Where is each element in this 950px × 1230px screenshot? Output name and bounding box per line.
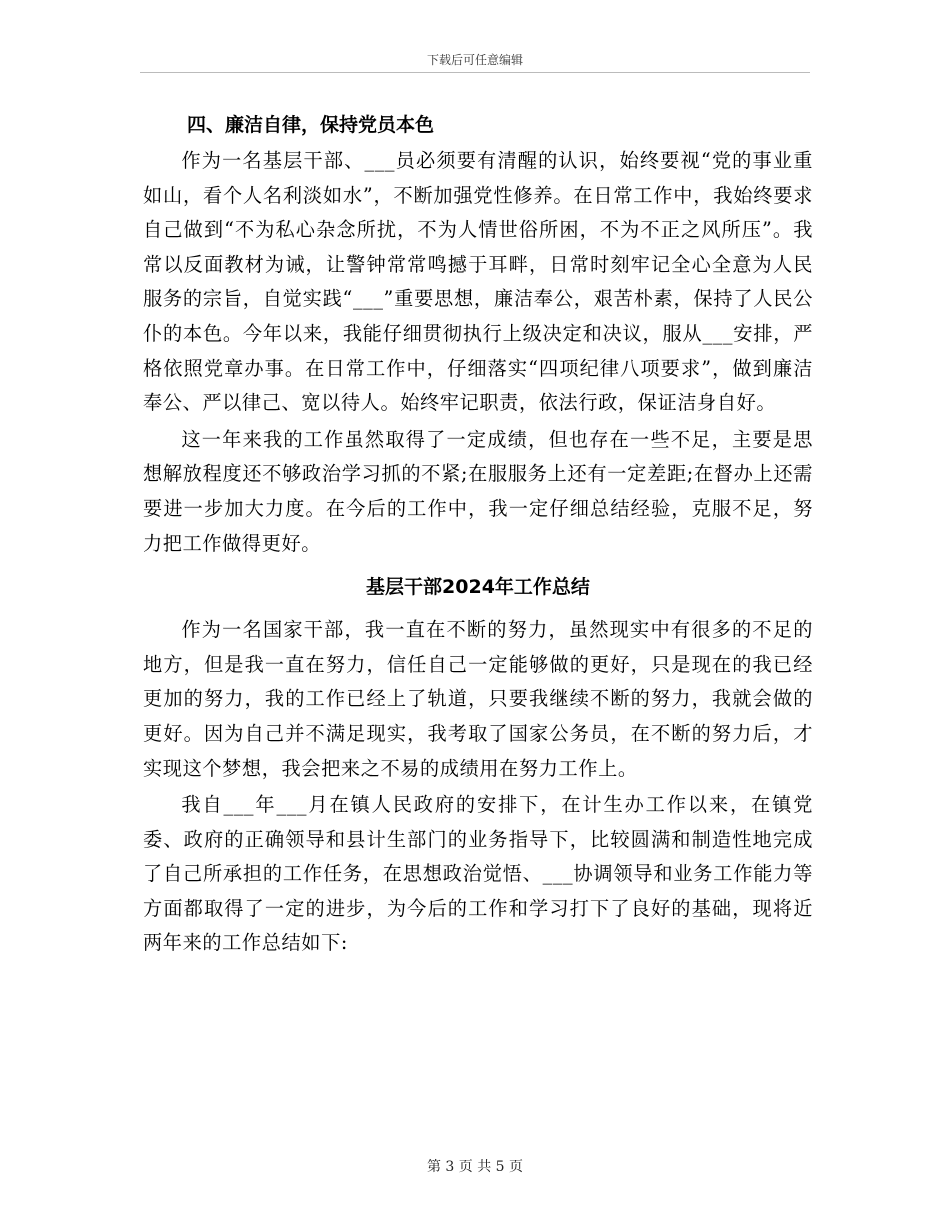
section-paragraph: 这一年来我的工作虽然取得了一定成绩，但也存在一些不足，主要是思想解放程度还不够政治学习抓的不紧;在服服务上还有一定差距;在督办上还需要进一步加大力度。在今后的工作中，我一定仔细总结经验，克服不足，努力把工作做得更好。 (143, 427, 813, 555)
page-content (143, 106, 813, 961)
page-number: 第 3 页 共 5 页 (426, 1159, 524, 1175)
header-divider (140, 72, 810, 73)
section-paragraph: 作为一名基层干部、___员必须要有清醒的认识，始终要视“党的事业重如山，看个人名利淡如水”，不断加强党性修养。在日常工作中，我始终要求自己做到“不为私心杂念所扰，不为人情世俗所困，不为不正之风所压”。我常以反面教材为诫，让警钟常常鸣撼于耳畔，日常时刻牢记全心全意为人民服务的宗旨，自觉实践“___”重要思想，廉洁奉公，艰苦朴素，保持了人民公仆的本色。今年以来，我能仔细贯彻执行上级决定和决议，服从___安排，严格依照党章办事。在日常工作中，仔细落实“四项纪律八项要求”，做到廉洁奉公、严以律己、宽以待人。始终牢记职责，依法行政，保证洁身自好。 (143, 149, 813, 415)
document-title: 基层干部2024年工作总结 (366, 576, 590, 599)
document-paragraph: 作为一名国家干部，我一直在不断的努力，虽然现实中有很多的不足的地方，但是我一直在努力，信任自己一定能够做的更好，只是现在的我已经更加的努力，我的工作已经上了轨道，只要我继续不断的努力，我就会做的更好。因为自己并不满足现实，我考取了国家公务员，在不断的努力后，才实现这个梦想，我会把来之不易的成绩用在努力工作上。 (143, 618, 813, 780)
section-heading: 四、廉洁自律，保持党员本色 (187, 114, 435, 136)
page-header: 下载后可任意编辑 (426, 53, 523, 67)
document-paragraph: 我自___年___月在镇人民政府的安排下，在计生办工作以来，在镇党委、政府的正确领导和县计生部门的业务指导下，比较圆满和制造性地完成了自己所承担的工作任务，在思想政治觉悟、___协调领导和业务工作能力等方面都取得了一定的进步，为今后的工作和学习打下了良好的基础，现将近两年来的工作总结如下: (143, 793, 813, 955)
